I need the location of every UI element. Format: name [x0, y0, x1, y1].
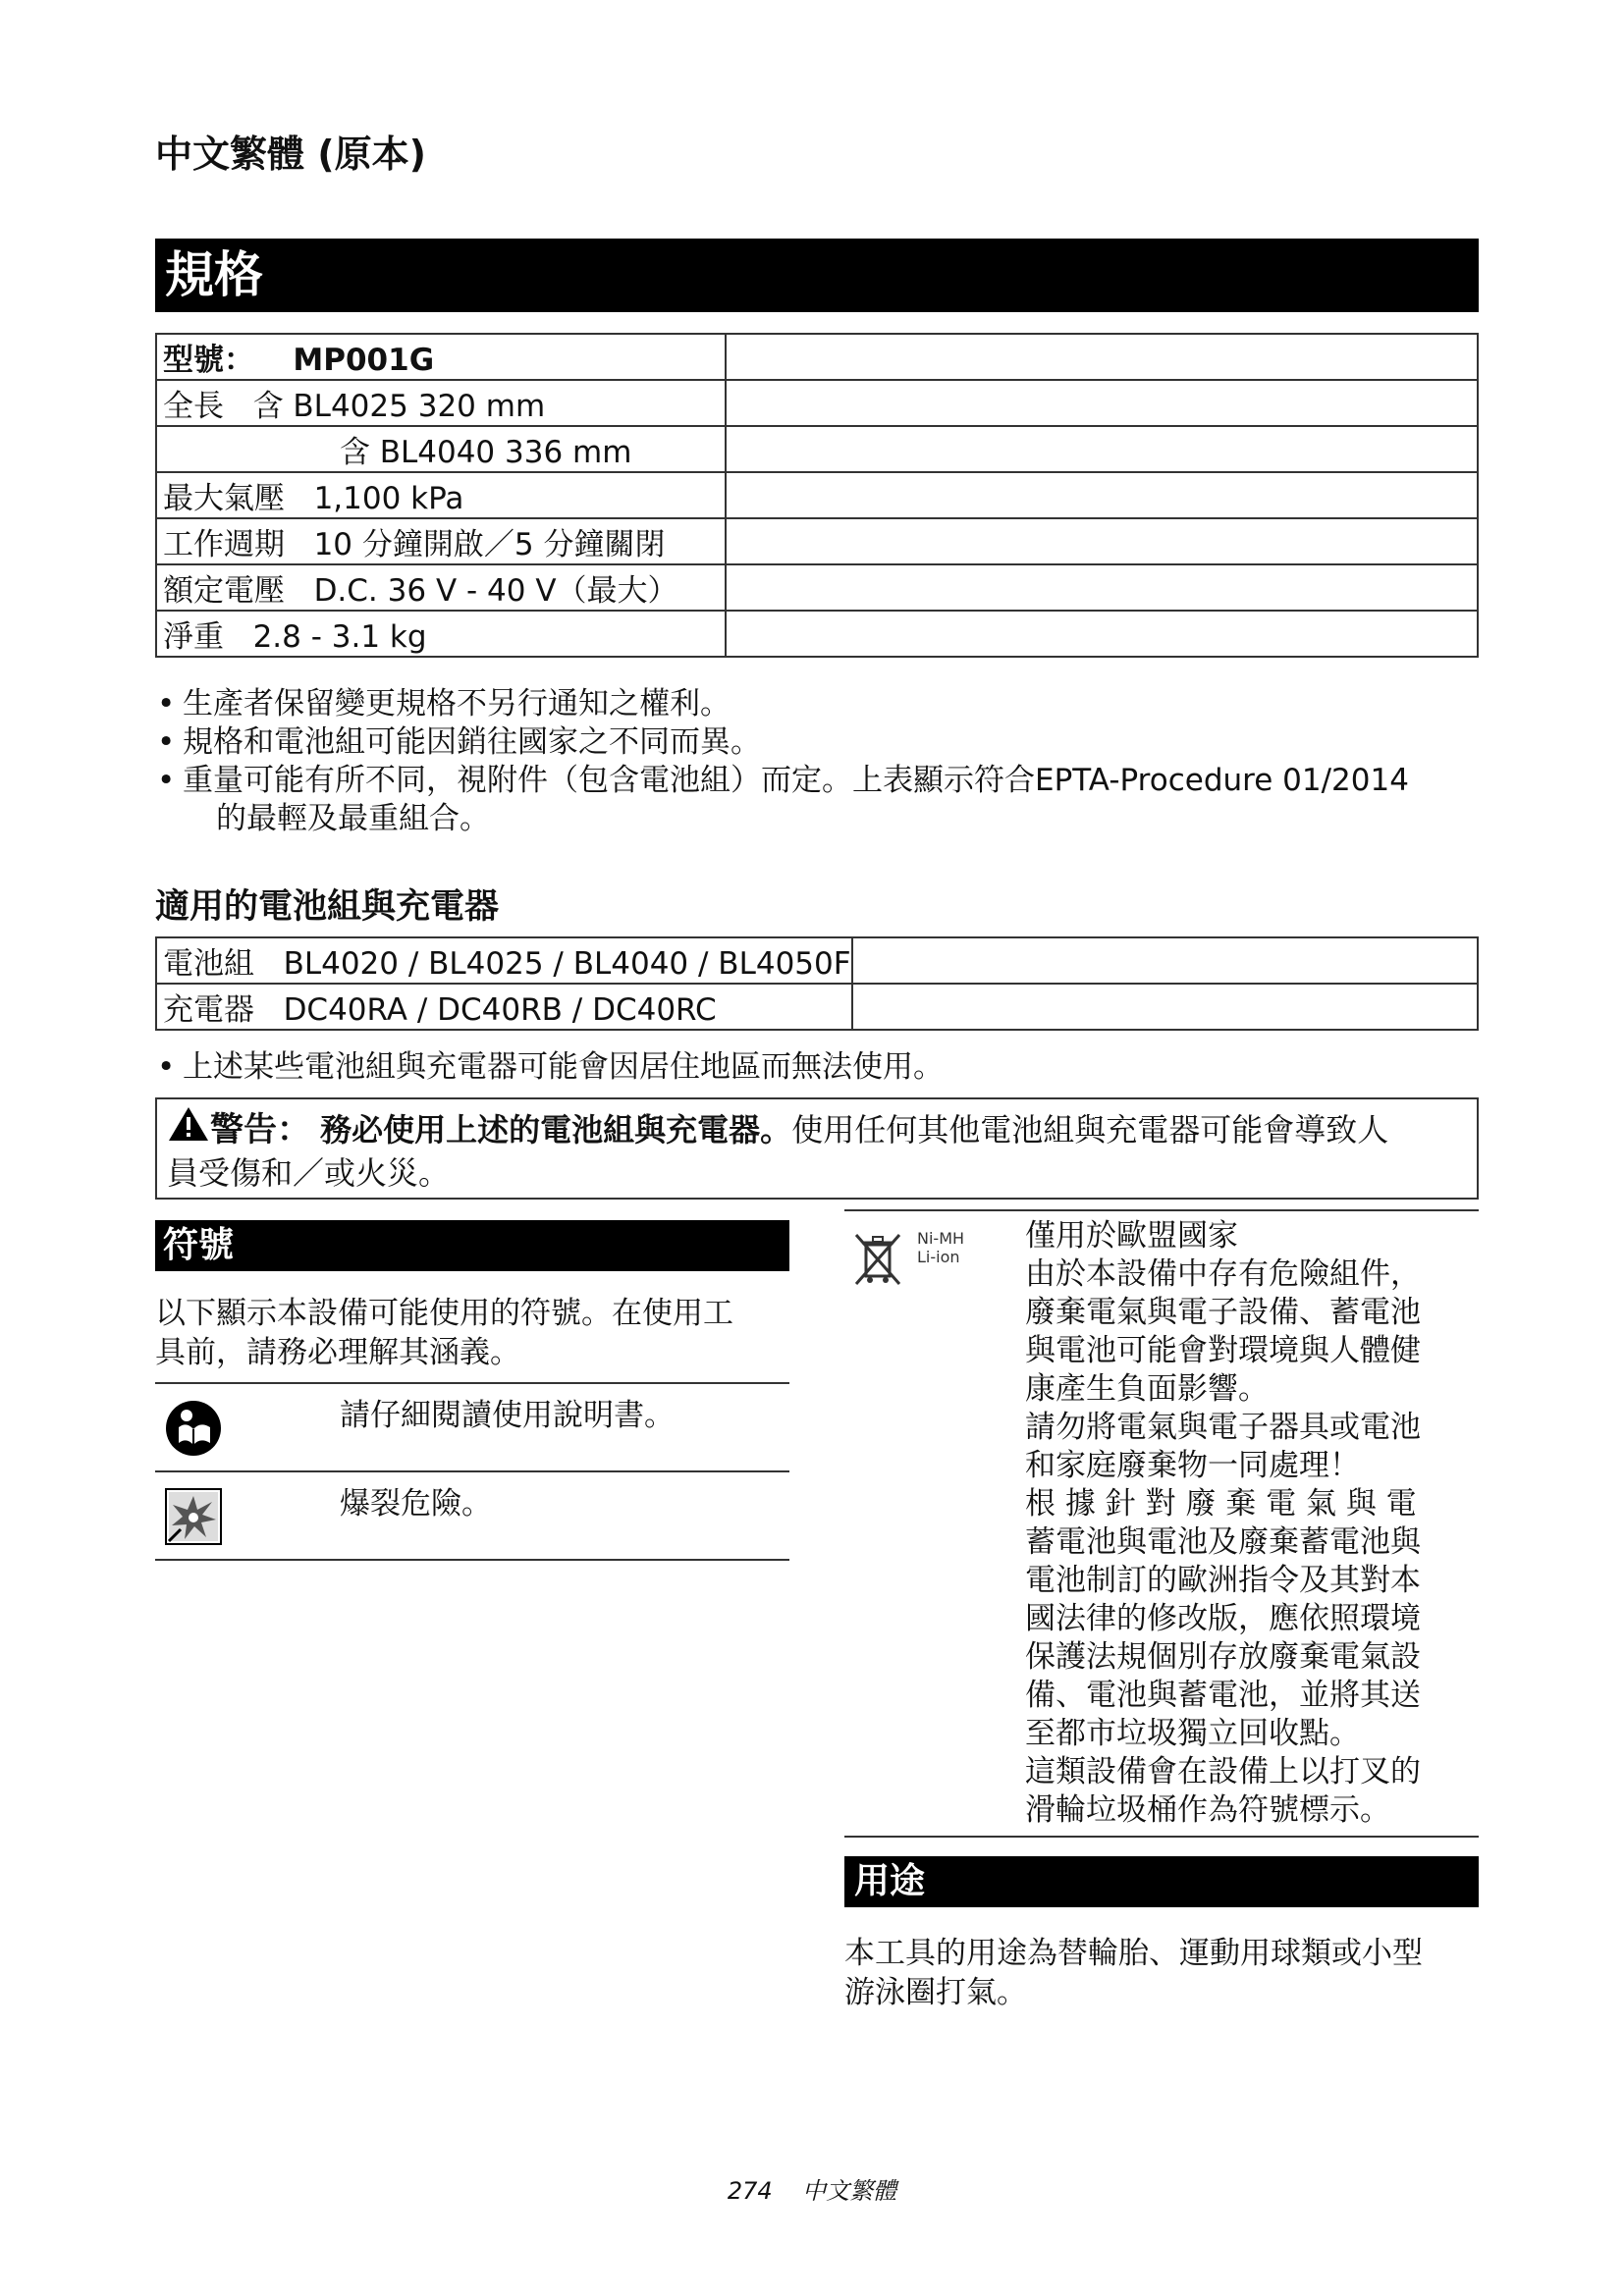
- weee-line: 這類設備會在設備上以打叉的: [1025, 1754, 1421, 1789]
- spec-label: 額定電壓: [163, 573, 285, 609]
- warning-text-continued: 員受傷和／或火災。: [167, 1154, 451, 1192]
- usage-section-bar: 用途: [844, 1856, 1479, 1907]
- explosion-hazard-icon: [165, 1488, 222, 1545]
- spec-value: 336 mm: [505, 435, 632, 470]
- specifications-table: [155, 333, 1479, 658]
- battery-notes: [155, 1048, 1490, 1087]
- battery-charger-heading: 適用的電池組與充電器: [155, 887, 500, 927]
- specification-notes: [155, 685, 1490, 838]
- battery-chemistry-label: Li-ion: [917, 1248, 960, 1266]
- symbol-description: 爆裂危險。: [340, 1486, 492, 1522]
- page-number: 274: [727, 2177, 773, 2205]
- spec-label: 全長: [163, 389, 224, 424]
- weee-line: 保護法規個別存放廢棄電氣設: [1025, 1639, 1421, 1675]
- table-cell: [156, 984, 852, 1030]
- charger-label: 充電器: [163, 992, 254, 1028]
- table-row: [156, 611, 1478, 657]
- symbol-row: [155, 1470, 789, 1561]
- weee-block: [844, 1209, 1479, 1828]
- weee-line: 和家庭廢棄物一同處理！: [1025, 1448, 1360, 1483]
- weee-line: 與電池可能會對環境與人體健: [1025, 1333, 1421, 1368]
- spec-label: 淨重: [163, 619, 224, 655]
- usage-line: 本工具的用途為替輪胎、運動用球類或小型: [844, 1936, 1423, 1971]
- spec-sub-label: 含 BL4040: [339, 435, 496, 470]
- spec-value: 320 mm: [417, 389, 546, 424]
- charger-value: DC40RA / DC40RB / DC40RC: [283, 992, 717, 1028]
- spec-value: 10 分鐘開啟／5 分鐘關閉: [313, 527, 666, 562]
- note-text: 重量可能有所不同，視附件（包含電池組）而定。上表顯示符合EPTA-Procedure 01/2014: [183, 763, 1409, 798]
- weee-line: 廢棄電氣與電子設備、蓄電池: [1025, 1295, 1421, 1330]
- warning-strong-text: 務必使用上述的電池組與充電器。: [320, 1111, 792, 1148]
- table-cell: [156, 564, 726, 611]
- weee-line: 蓄電池與電池及廢棄蓄電池與: [1025, 1524, 1421, 1560]
- usage-text: [844, 1934, 1492, 2012]
- battery-charger-table: [155, 936, 1479, 1031]
- table-row: [156, 937, 1478, 984]
- footer-language: 中文繁體: [802, 2177, 897, 2205]
- battery-label: 電池組: [163, 946, 254, 982]
- table-cell: [156, 334, 726, 380]
- note-item: [155, 762, 1490, 838]
- weee-line: 由於本設備中存有危險組件，: [1025, 1256, 1421, 1292]
- battery-chemistry-label: Ni-MH: [917, 1229, 965, 1248]
- weee-line: 請勿將電氣與電子器具或電池: [1025, 1410, 1421, 1445]
- spec-sub-label: 含 BL4025: [252, 389, 408, 424]
- page-footer: [0, 2171, 1624, 2206]
- usage-line: 游泳圈打氣。: [844, 1975, 1027, 2010]
- table-row: [156, 380, 1478, 426]
- table-cell: [156, 937, 852, 984]
- weee-line: 僅用於歐盟國家: [1025, 1218, 1238, 1254]
- table-cell: [156, 472, 726, 518]
- note-item: • 上述某些電池組與充電器可能會因居住地區而無法使用。: [155, 1048, 1490, 1087]
- table-cell: [852, 937, 1478, 984]
- table-row: [156, 426, 1478, 472]
- table-row: [156, 518, 1478, 564]
- weee-line: 電池制訂的歐洲指令及其對本: [1025, 1563, 1421, 1598]
- page-language-title: 中文繁體 (原本): [155, 133, 426, 176]
- symbols-table: [155, 1382, 789, 1561]
- weee-line: 根 據 針 對 廢 棄 電 氣 與 電: [1025, 1486, 1417, 1522]
- symbols-intro-line: 具前，請務必理解其涵義。: [155, 1335, 520, 1370]
- table-row: [156, 564, 1478, 611]
- table-cell: [852, 984, 1478, 1030]
- weee-line: 滑輪垃圾桶作為符號標示。: [1025, 1792, 1390, 1828]
- table-row: [156, 334, 1478, 380]
- specifications-section-bar: 規格: [155, 239, 1479, 312]
- table-cell: [726, 472, 1478, 518]
- table-cell: [726, 380, 1478, 426]
- table-cell: [726, 334, 1478, 380]
- warning-box: [155, 1097, 1479, 1200]
- note-text-continued: 的最輕及最重組合。: [216, 801, 490, 836]
- symbol-description: 請仔細閱讀使用說明書。: [340, 1398, 675, 1433]
- model-label: 型號：: [163, 343, 254, 378]
- spec-label: 工作週期: [163, 527, 285, 562]
- warning-triangle-icon: [167, 1105, 210, 1152]
- warning-text: 使用任何其他電池組與充電器可能會導致人: [791, 1111, 1389, 1148]
- weee-line: 備、電池與蓄電池，並將其送: [1025, 1678, 1421, 1713]
- weee-line: 至都市垃圾獨立回收點。: [1025, 1716, 1360, 1751]
- symbols-intro-line: 以下顯示本設備可能使用的符號。在使用工: [155, 1296, 733, 1331]
- spec-value: 2.8 - 3.1 kg: [252, 619, 427, 655]
- spec-value: D.C. 36 V - 40 V（最大）: [313, 573, 678, 609]
- weee-divider: [844, 1836, 1479, 1838]
- symbols-intro: [155, 1294, 789, 1372]
- weee-line: 國法律的修改版，應依照環境: [1025, 1601, 1421, 1636]
- table-row: [156, 472, 1478, 518]
- symbol-row: [155, 1382, 789, 1470]
- table-cell: [726, 564, 1478, 611]
- spec-label: 最大氣壓: [163, 481, 285, 516]
- spec-value: 1,100 kPa: [313, 481, 464, 516]
- warning-label: 警告：: [210, 1110, 310, 1149]
- table-cell: [726, 611, 1478, 657]
- table-cell: [156, 518, 726, 564]
- crossed-bin-icon: [852, 1231, 903, 1290]
- table-cell: [726, 426, 1478, 472]
- symbols-section-bar: 符號: [155, 1220, 789, 1271]
- read-manual-icon: [165, 1400, 222, 1457]
- note-item: • 生產者保留變更規格不另行通知之權利。: [155, 685, 1490, 723]
- table-cell: [156, 380, 726, 426]
- table-row: [156, 984, 1478, 1030]
- table-cell: [726, 518, 1478, 564]
- battery-value: BL4020 / BL4025 / BL4040 / BL4050F: [283, 946, 851, 982]
- table-cell: [156, 426, 726, 472]
- model-value: MP001G: [293, 343, 435, 378]
- note-item: • 規格和電池組可能因銷往國家之不同而異。: [155, 723, 1490, 762]
- weee-text: [1025, 1217, 1421, 1830]
- table-cell: [156, 611, 726, 657]
- battery-chemistry-labels: [917, 1229, 964, 1266]
- weee-line: 康產生負面影響。: [1025, 1371, 1269, 1407]
